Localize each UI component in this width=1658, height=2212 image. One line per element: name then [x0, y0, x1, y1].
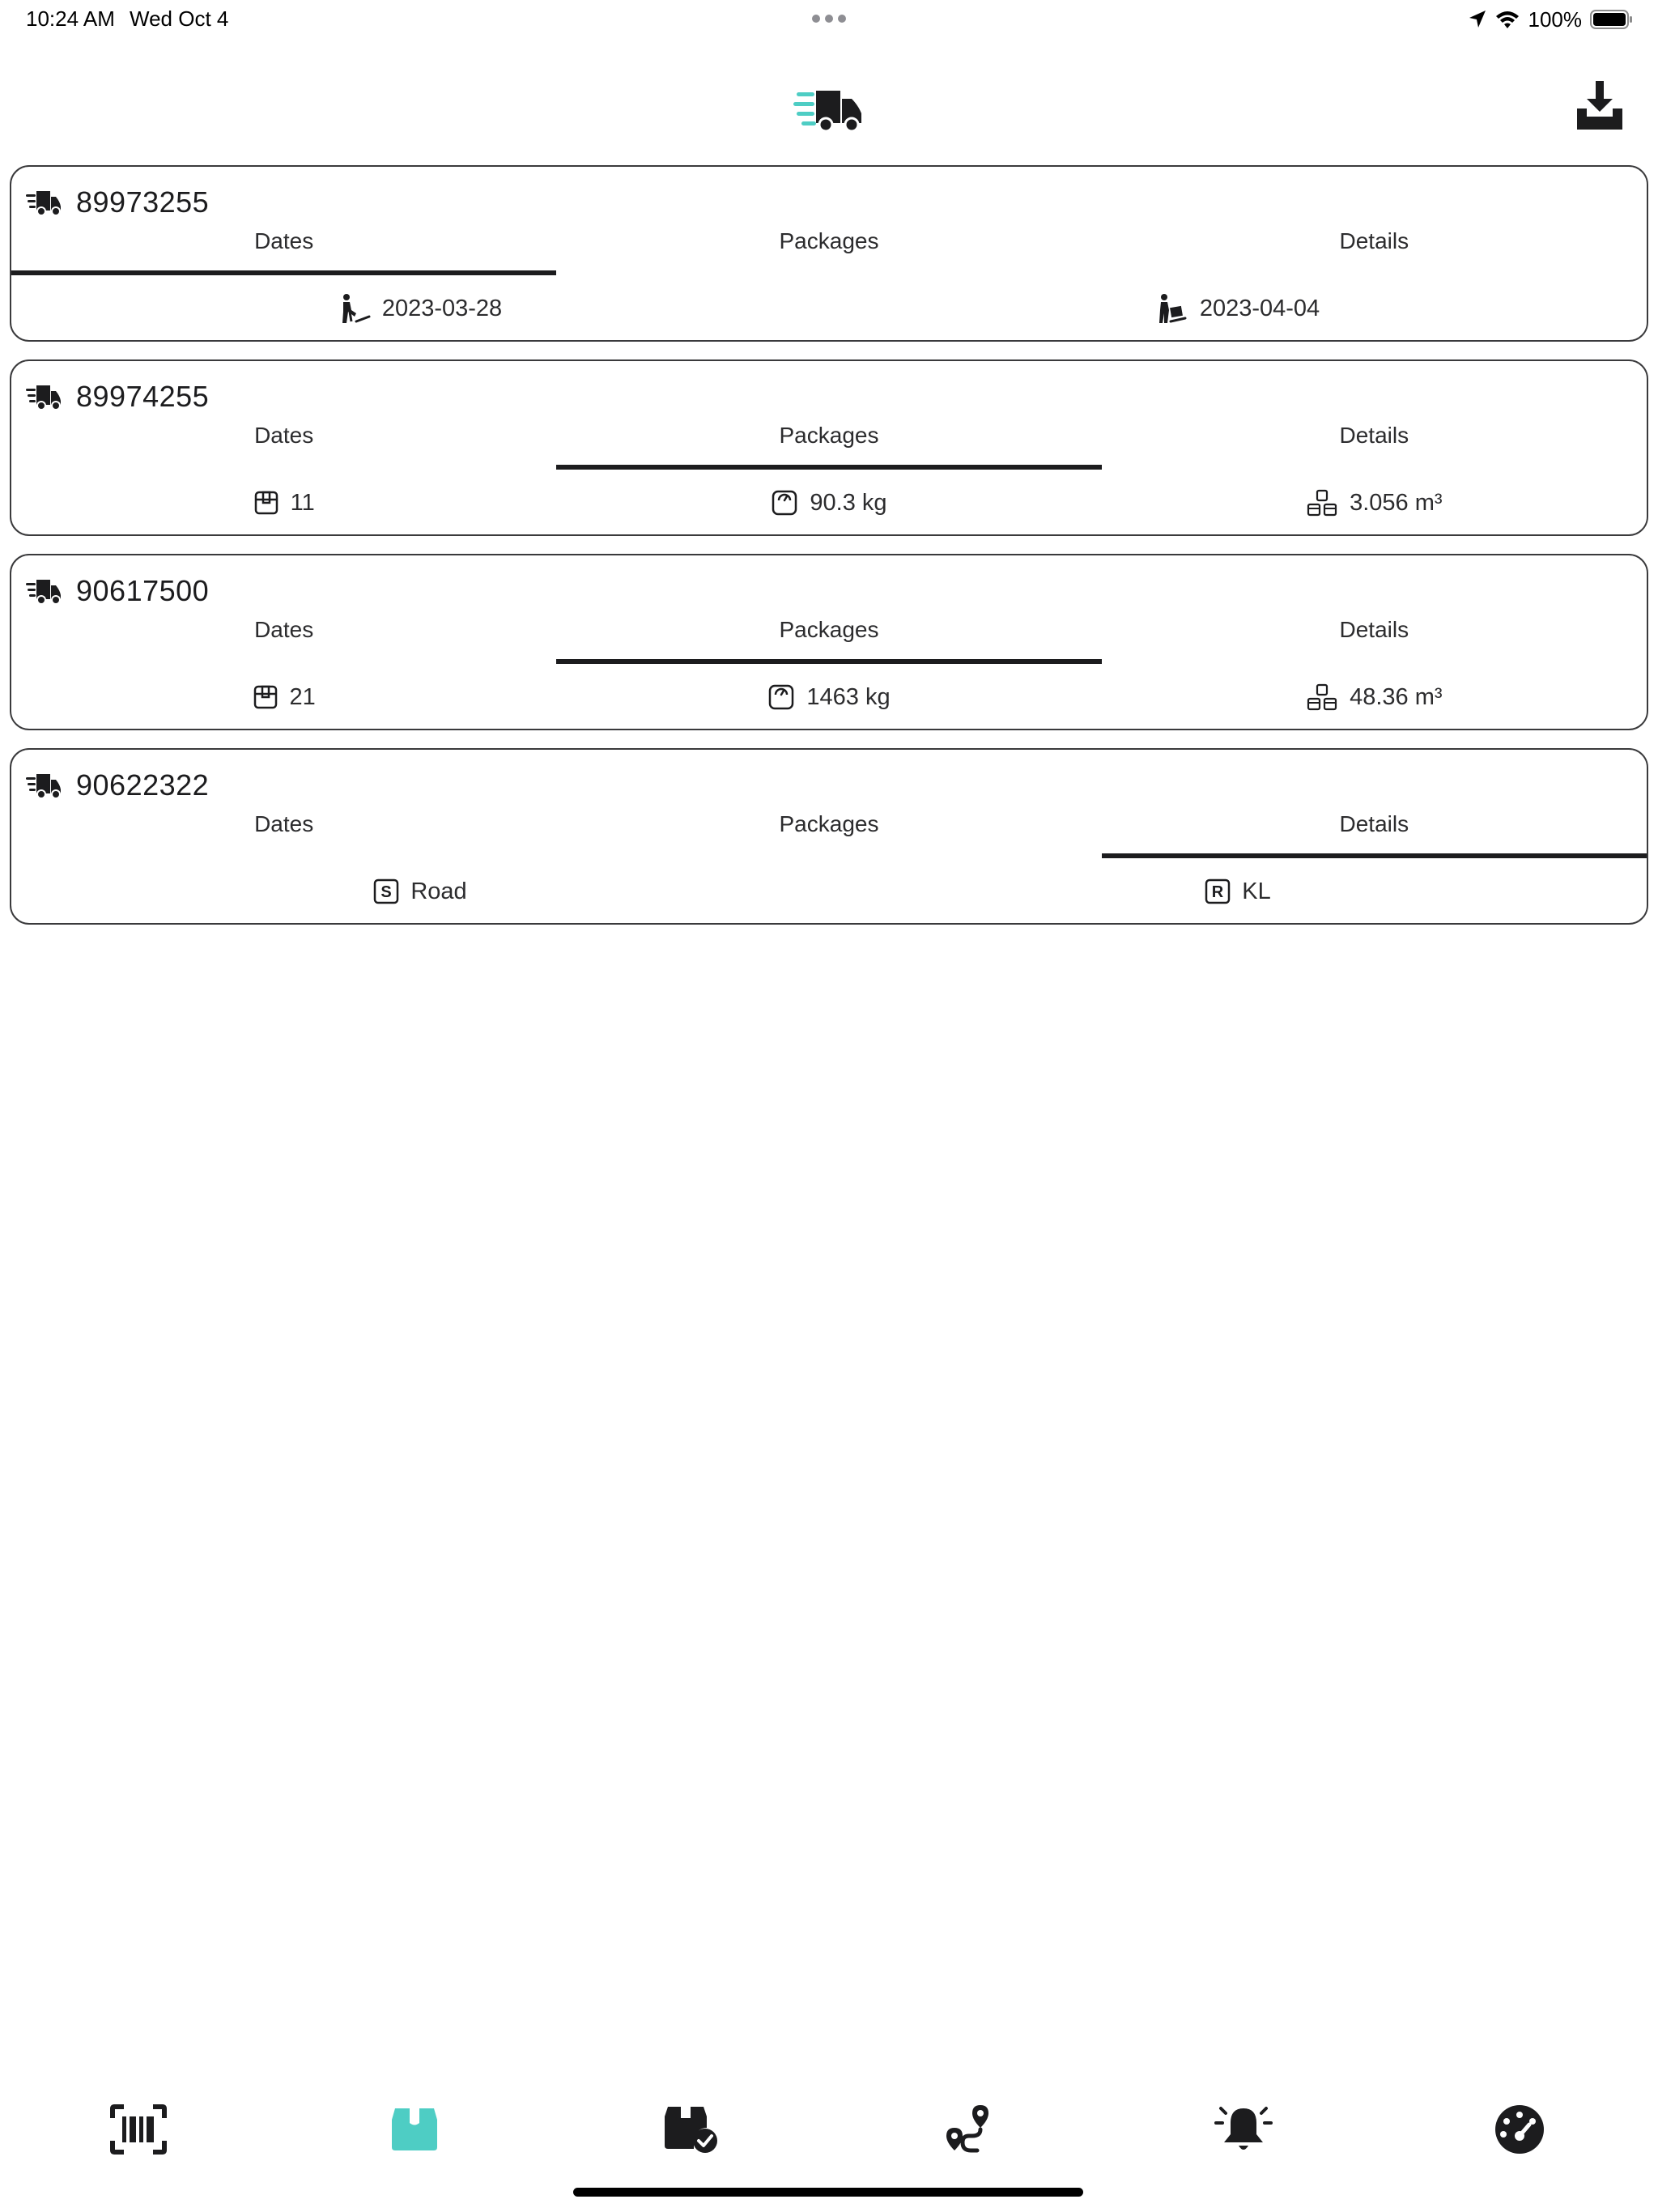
tab-dashboard[interactable]: [1382, 2089, 1658, 2170]
pickup-worker-icon: [338, 292, 371, 325]
truck-icon: [26, 186, 62, 219]
tab-dates[interactable]: Dates: [11, 220, 556, 277]
delivery-date: 2023-04-04: [1199, 295, 1320, 321]
tab-packages[interactable]: Packages: [556, 415, 1101, 471]
scale-weight-icon: [771, 489, 798, 517]
weight: 1463 kg: [806, 683, 891, 710]
pickup-date: 2023-03-28: [381, 295, 503, 321]
route-badge-letter: R: [1212, 883, 1224, 901]
tab-alerts[interactable]: [1105, 2089, 1381, 2170]
truck-icon: [26, 769, 62, 802]
shipment-packages: [11, 669, 1647, 725]
download-tray-icon[interactable]: [1575, 79, 1624, 131]
nav-bar: [0, 68, 1658, 149]
package-count-field: [11, 669, 556, 725]
tab-dates[interactable]: Dates: [254, 423, 314, 448]
tab-packages[interactable]: Packages: [779, 228, 879, 253]
shipment-card[interactable]: [10, 554, 1648, 730]
barcode-scan-icon[interactable]: [109, 2104, 168, 2155]
tab-details[interactable]: Details: [1339, 617, 1409, 642]
battery-percent: 100%: [1528, 6, 1582, 32]
shipment-header: [26, 761, 209, 810]
shipment-card[interactable]: [10, 359, 1648, 536]
home-indicator[interactable]: [573, 2188, 1083, 2197]
status-date: Wed Oct 4: [130, 6, 229, 31]
tab-details[interactable]: Details: [1339, 228, 1409, 253]
service-type: Road: [410, 878, 467, 904]
box-icon: [253, 684, 278, 710]
shipment-card[interactable]: [10, 165, 1648, 342]
dashboard-gauge-icon[interactable]: [1494, 2104, 1545, 2155]
shipment-number: 89974255: [76, 380, 210, 413]
shipment-dates: [11, 280, 1647, 337]
weight-field: [556, 474, 1101, 531]
shipment-number: 89973255: [76, 185, 210, 219]
shipment-header: [26, 372, 209, 421]
volume-field: [1102, 669, 1647, 725]
status-indicators: [1469, 5, 1635, 34]
route-code: KL: [1242, 878, 1271, 904]
multitasking-dots-icon[interactable]: [810, 8, 848, 29]
volume-field: [1102, 474, 1647, 531]
tab-packages[interactable]: [276, 2089, 552, 2170]
service-badge-letter: S: [380, 883, 392, 901]
shipment-tabs: [11, 220, 1647, 277]
delivery-date-field: [829, 280, 1647, 337]
route-field: [829, 863, 1647, 920]
volume: 48.36 m³: [1350, 683, 1443, 710]
shipment-tabs: [11, 415, 1647, 471]
bottom-tab-bar: [0, 2089, 1658, 2170]
package-box-icon[interactable]: [390, 2105, 439, 2154]
shipment-header: [26, 567, 209, 615]
scale-weight-icon: [767, 683, 795, 711]
truck-icon: [26, 381, 62, 413]
service-badge-icon: [373, 878, 399, 904]
shipment-tabs: [11, 609, 1647, 666]
pickup-date-field: [11, 280, 829, 337]
package-count: 11: [290, 489, 315, 516]
tab-details[interactable]: Details: [1339, 423, 1409, 448]
shipment-card[interactable]: [10, 748, 1648, 925]
service-field: [11, 863, 829, 920]
shipment-details: [11, 863, 1647, 920]
delivery-worker-icon: [1156, 292, 1188, 325]
tab-delivered[interactable]: [553, 2089, 829, 2170]
tab-dates[interactable]: Dates: [254, 811, 314, 836]
status-time: 10:24 AM: [26, 6, 115, 31]
tab-packages[interactable]: Packages: [779, 811, 879, 836]
location-arrow-icon: [1469, 10, 1486, 29]
weight: 90.3 kg: [810, 489, 887, 516]
shipment-number: 90622322: [76, 768, 210, 802]
package-count: 21: [289, 683, 316, 710]
wifi-icon: [1494, 10, 1520, 29]
shipment-packages: [11, 474, 1647, 531]
shipment-number: 90617500: [76, 574, 210, 607]
tab-packages[interactable]: Packages: [556, 609, 1101, 666]
volume: 3.056 m³: [1350, 489, 1443, 516]
weight-field: [556, 669, 1101, 725]
shipment-tabs: [11, 803, 1647, 860]
boxes-stack-icon: [1306, 489, 1338, 517]
status-bar: [0, 0, 1658, 39]
shipment-list: [10, 165, 1648, 942]
tab-details[interactable]: Details: [1102, 803, 1647, 860]
shipment-header: [26, 178, 209, 227]
route-badge-icon: [1205, 878, 1231, 904]
boxes-stack-icon: [1306, 683, 1338, 711]
box-check-icon[interactable]: [661, 2104, 720, 2155]
battery-icon: [1590, 9, 1634, 30]
truck-icon: [26, 575, 62, 607]
package-count-field: [11, 474, 556, 531]
box-icon: [253, 490, 279, 516]
tab-dates[interactable]: Dates: [254, 617, 314, 642]
fast-truck-icon: [793, 83, 865, 134]
bell-alert-icon[interactable]: [1213, 2104, 1274, 2155]
tab-scan[interactable]: [0, 2089, 276, 2170]
route-icon[interactable]: [942, 2104, 993, 2155]
tab-route[interactable]: [829, 2089, 1105, 2170]
